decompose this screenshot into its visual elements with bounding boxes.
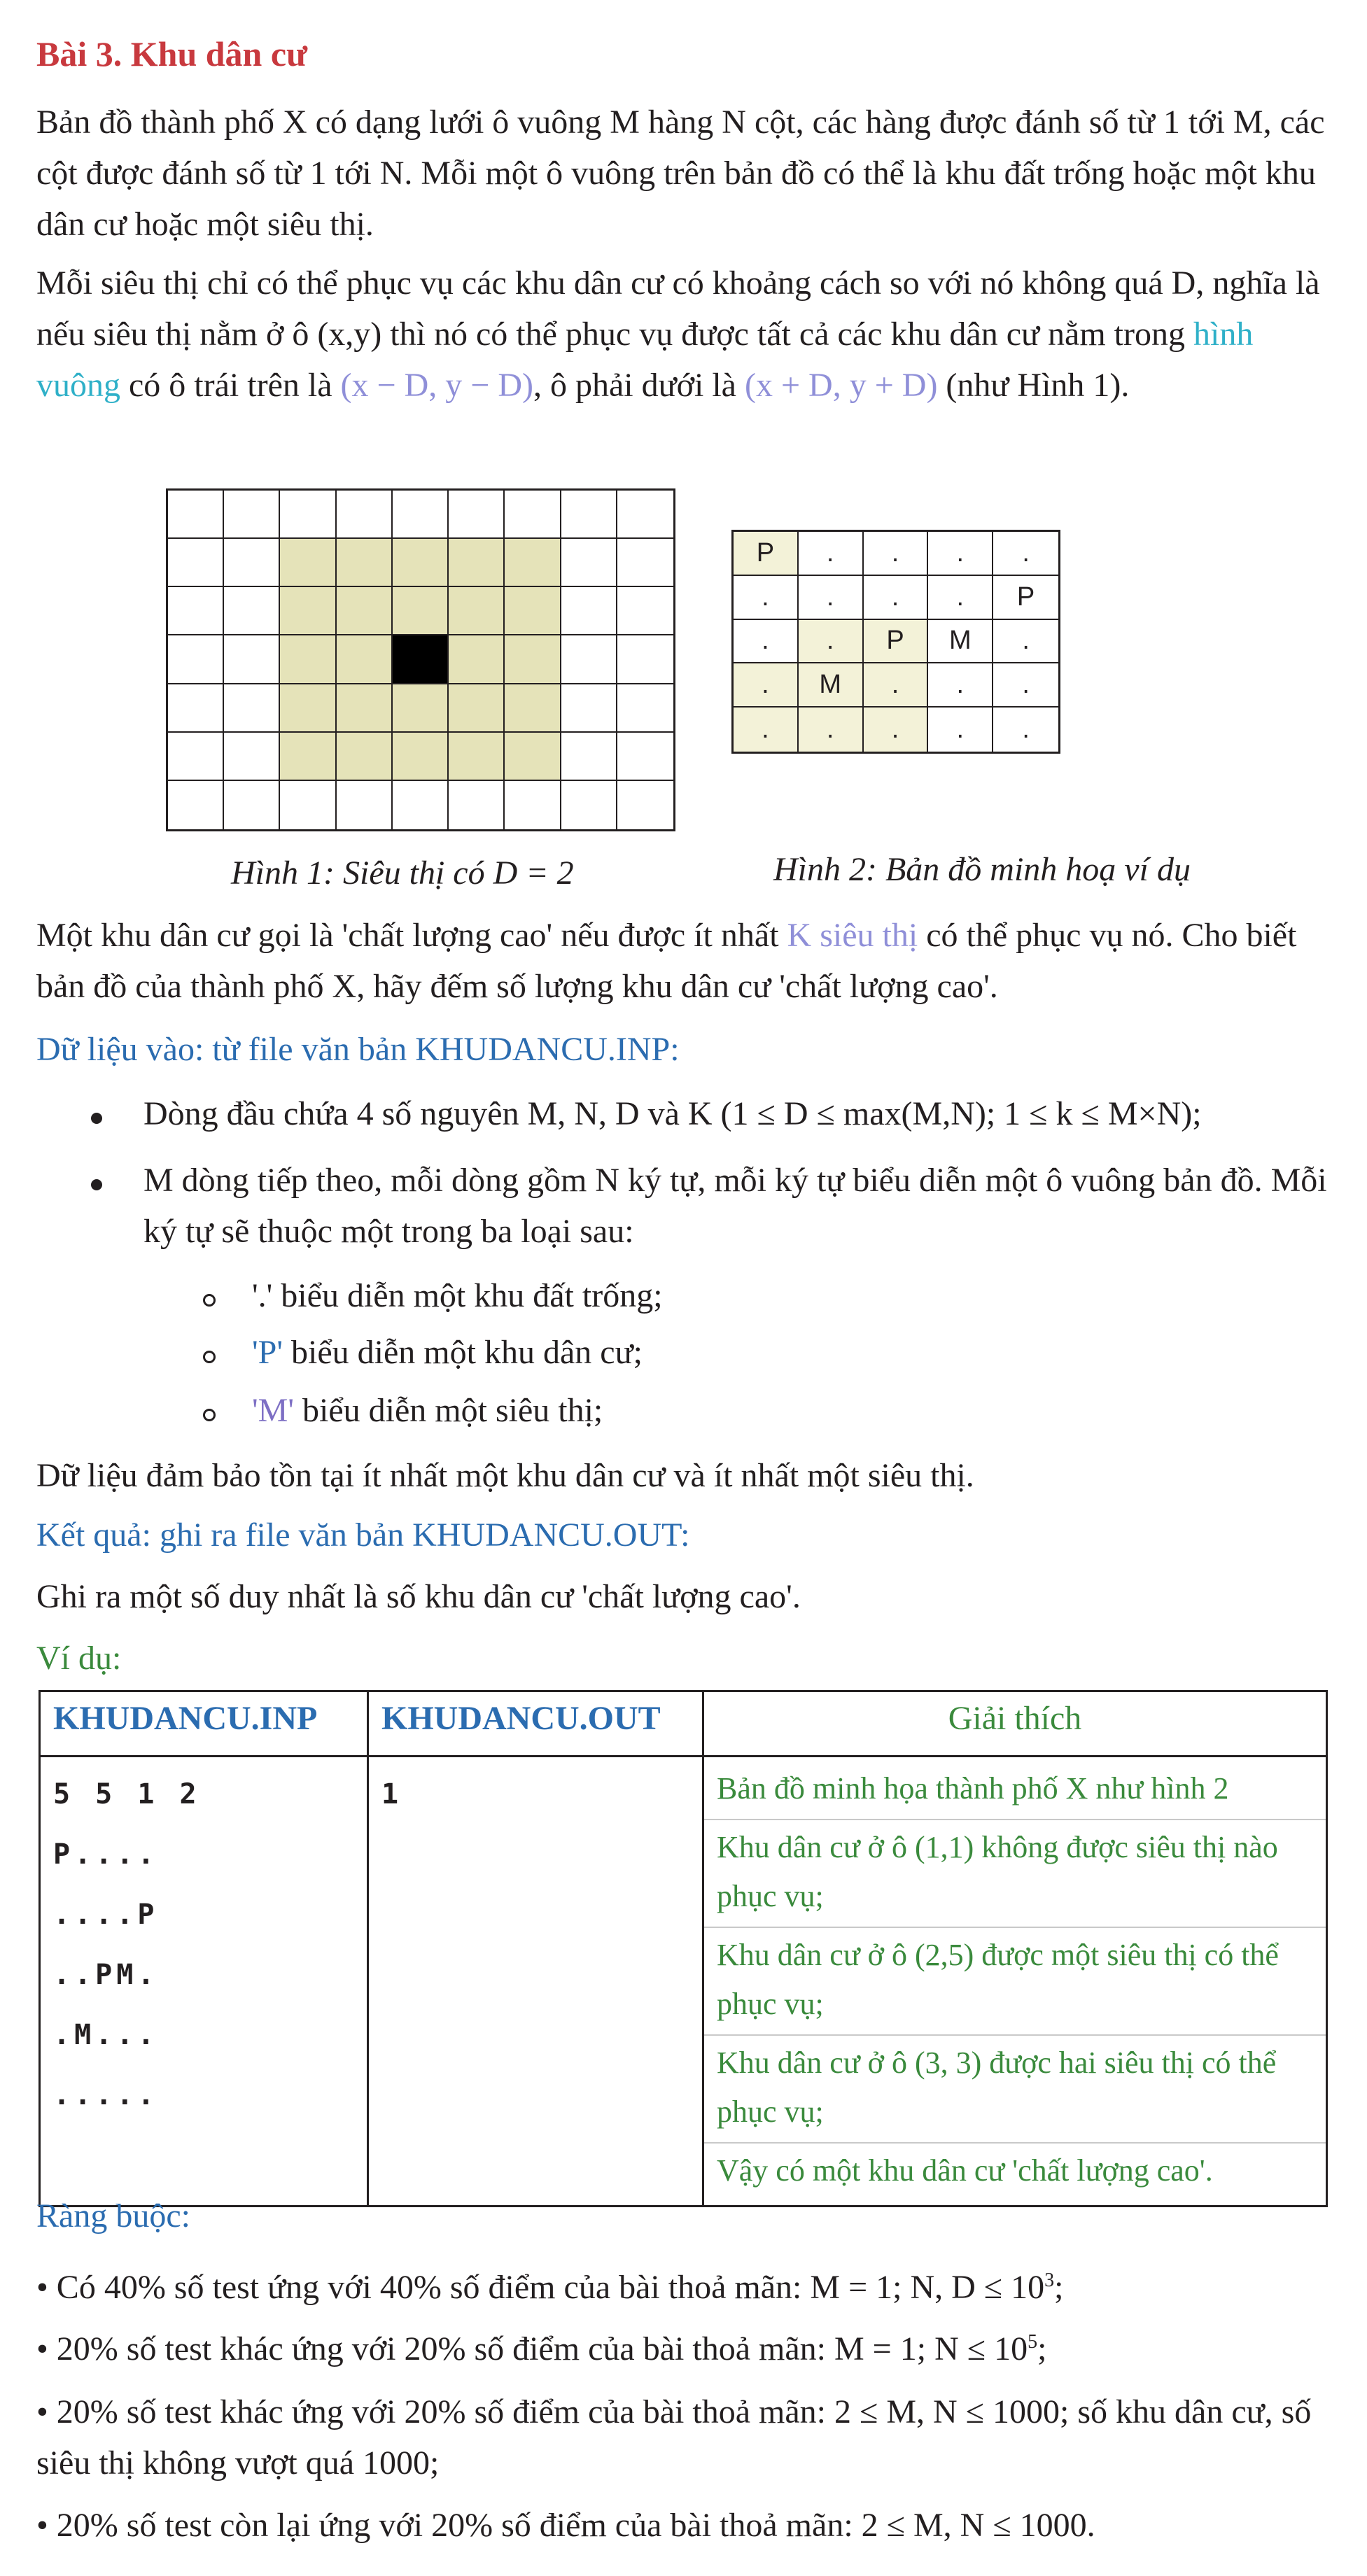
map-cell: . — [864, 663, 929, 708]
grid-cell — [224, 491, 280, 539]
served-cell — [505, 684, 561, 733]
served-cell — [505, 539, 561, 587]
grid-cell — [337, 781, 393, 829]
example-heading: Ví dụ: — [36, 1640, 122, 1677]
col-header-output: KHUDANCU.OUT — [368, 1691, 703, 1757]
bullet-dot — [91, 1113, 102, 1124]
grid-cell — [224, 539, 280, 587]
output-value: 1 — [381, 1778, 403, 1810]
constraint-3: • 20% số test khác ứng với 20% số điểm của bài thoả mãn: 2 ≤ M, N ≤ 1000; số khu dân cư, số siêu thị không vượt quá 1000; — [36, 2393, 1312, 2482]
grid-cell — [393, 781, 449, 829]
map-cell: . — [993, 532, 1058, 576]
figure1-grid — [166, 488, 675, 831]
served-cell — [337, 539, 393, 587]
grid-cell — [168, 635, 224, 684]
map-cell: . — [734, 663, 799, 708]
input-line: P.... — [53, 1838, 159, 1871]
grid-cell — [224, 587, 280, 635]
grid-cell — [393, 491, 449, 539]
explain-line: Bản đồ minh họa thành phố X như hình 2 — [704, 1761, 1326, 1820]
map-cell: . — [864, 708, 929, 752]
grid-cell — [617, 781, 673, 829]
input-bullet-1: Dòng đầu chứa 4 số nguyên M, N, D và K (1 ≤ D ≤ max(M,N); 1 ≤ k ≤ M×N); — [143, 1095, 1202, 1132]
grid-cell — [561, 781, 617, 829]
input-line: 5 5 1 2 — [53, 1778, 201, 1810]
served-cell — [393, 587, 449, 635]
served-cell — [280, 635, 336, 684]
grid-cell — [224, 635, 280, 684]
map-cell: . — [734, 708, 799, 752]
constraints-heading: Ràng buộc: — [36, 2197, 190, 2234]
map-cell: . — [928, 708, 993, 752]
served-cell — [505, 733, 561, 781]
grid-cell — [617, 635, 673, 684]
map-cell: M — [799, 663, 864, 708]
input-heading: Dữ liệu vào: từ file văn bản KHUDANCU.INP: — [36, 1031, 680, 1068]
grid-cell — [561, 539, 617, 587]
map-cell: . — [799, 576, 864, 620]
sub-bullet-circle — [203, 1351, 216, 1363]
col-header-explain: Giải thích — [703, 1691, 1327, 1757]
example-table — [38, 1690, 1328, 2207]
square-term: hình vuông — [36, 316, 1254, 404]
constraint-2: • 20% số test khác ứng với 20% số điểm của bài thoả mãn: M = 1; $N \le 10^5$; — [36, 2330, 1047, 2367]
map-cell: . — [799, 708, 864, 752]
definition-paragraph: Một khu dân cư gọi là 'chất lượng cao' nếu được ít nhất K siêu thị có thể phục vụ nó. Cho biết bản đồ của thành phố X, hãy đếm số lượng khu dân cư 'chất lượng cao'. — [36, 917, 1297, 1005]
grid-cell — [617, 684, 673, 733]
map-cell: . — [993, 663, 1058, 708]
grid-cell — [561, 733, 617, 781]
grid-cell — [224, 733, 280, 781]
top-left-coord: (x − D, y − D) — [340, 367, 533, 404]
map-cell: . — [864, 576, 929, 620]
bullet-dot — [91, 1179, 102, 1190]
grid-cell — [224, 684, 280, 733]
served-cell — [280, 684, 336, 733]
served-cell — [449, 684, 505, 733]
served-cell — [449, 587, 505, 635]
grid-cell — [168, 733, 224, 781]
col-header-input: KHUDANCU.INP — [40, 1691, 368, 1757]
input-line: ..... — [53, 2079, 159, 2111]
sub-bullet-circle — [203, 1294, 216, 1307]
input-bullet-2: M dòng tiếp theo, mỗi dòng gồm N ký tự, mỗi ký tự biểu diễn một ô vuông bản đồ. Mỗi ký tự sẽ thuộc một trong ba loại sau: — [143, 1162, 1327, 1250]
sub-bullet-circle — [203, 1409, 216, 1421]
grid-cell — [505, 781, 561, 829]
input-line: ....P — [53, 1899, 159, 1931]
map-cell: . — [734, 620, 799, 664]
map-cell: . — [799, 532, 864, 576]
served-cell — [449, 539, 505, 587]
figure2-caption: Hình 2: Bản đồ minh hoạ ví dụ — [773, 851, 1191, 888]
grid-cell — [168, 781, 224, 829]
constraint-4: • 20% số test còn lại ứng với 20% số điểm của bài thoả mãn: 2 ≤ M, N ≤ 1000. — [36, 2507, 1095, 2544]
intro-paragraph-1: Bản đồ thành phố X có dạng lưới ô vuông M hàng N cột, các hàng được đánh số từ 1 tới M, các cột được đánh số từ 1 tới N. Mỗi một ô vuông trên bản đồ có thể là khu đất trống hoặc một khu dân cư hoặc một siêu thị. — [36, 104, 1325, 243]
sub-item-resident: 'P' biểu diễn một khu dân cư; — [252, 1334, 643, 1371]
output-text: Ghi ra một số duy nhất là số khu dân cư 'chất lượng cao'. — [36, 1578, 801, 1615]
grid-cell — [505, 491, 561, 539]
grid-cell — [168, 684, 224, 733]
grid-cell — [561, 635, 617, 684]
grid-cell — [280, 491, 336, 539]
bottom-right-coord: (x + D, y + D) — [744, 367, 938, 404]
output-cell — [368, 1757, 703, 2207]
map-cell: P — [864, 620, 929, 664]
served-cell — [393, 733, 449, 781]
k-term: K siêu thị — [787, 917, 918, 954]
grid-cell — [449, 491, 505, 539]
grid-cell — [617, 733, 673, 781]
grid-cell — [449, 781, 505, 829]
grid-cell — [617, 539, 673, 587]
served-cell — [337, 635, 393, 684]
map-cell: . — [734, 576, 799, 620]
grid-cell — [168, 539, 224, 587]
grid-cell — [617, 491, 673, 539]
input-line: ..PM. — [53, 1959, 159, 1991]
grid-cell — [168, 491, 224, 539]
grid-cell — [561, 684, 617, 733]
intro-paragraph-2: Mỗi siêu thị chỉ có thể phục vụ các khu dân cư có khoảng cách so với nó không quá D, nghĩa là nếu siêu thị nằm ở ô (x,y) thì nó có thể phục vụ được tất cả các khu dân cư nằm trong hình vuông có ô trái trên là (x − D, y − D), ô phải dưới là (x + D, y + D) (như Hình 1). — [36, 265, 1320, 404]
map-cell: . — [928, 663, 993, 708]
served-cell — [449, 635, 505, 684]
grid-cell — [561, 491, 617, 539]
explain-line: Khu dân cư ở ô (3, 3) được hai siêu thị có thể phục vụ; — [704, 2036, 1326, 2144]
grid-cell — [561, 587, 617, 635]
map-cell: . — [928, 576, 993, 620]
sub-item-empty: '.' biểu diễn một khu đất trống; — [252, 1277, 663, 1314]
explain-cell — [703, 1757, 1327, 2207]
sub-item-market: 'M' biểu diễn một siêu thị; — [252, 1392, 603, 1429]
map-cell: M — [928, 620, 993, 664]
served-cell — [505, 587, 561, 635]
served-cell — [337, 684, 393, 733]
input-cell — [40, 1757, 368, 2207]
output-heading: Kết quả: ghi ra file văn bản KHUDANCU.OUT: — [36, 1516, 690, 1554]
grid-cell — [168, 587, 224, 635]
map-cell: . — [1022, 715, 1030, 745]
grid-cell — [617, 587, 673, 635]
map-cell: P — [993, 576, 1058, 620]
grid-cell — [337, 491, 393, 539]
served-cell — [280, 539, 336, 587]
grid-cell — [280, 781, 336, 829]
explain-line: Khu dân cư ở ô (2,5) được một siêu thị có thể phục vụ; — [704, 1928, 1326, 2036]
served-cell — [449, 733, 505, 781]
figure2-grid — [731, 530, 1060, 754]
guarantee-text: Dữ liệu đảm bảo tồn tại ít nhất một khu dân cư và ít nhất một siêu thị. — [36, 1457, 974, 1494]
served-cell — [337, 587, 393, 635]
figure1-caption: Hình 1: Siêu thị có D = 2 — [231, 854, 574, 892]
served-cell — [505, 635, 561, 684]
grid-cell — [224, 781, 280, 829]
map-cell: . — [993, 620, 1058, 664]
served-cell — [337, 733, 393, 781]
explain-line: Vậy có một khu dân cư 'chất lượng cao'. — [717, 2153, 1213, 2188]
supermarket-cell — [393, 635, 449, 684]
map-cell: P — [734, 532, 799, 576]
served-cell — [280, 587, 336, 635]
served-cell — [393, 539, 449, 587]
problem-title: Bài 3. Khu dân cư — [36, 34, 308, 73]
map-cell: . — [928, 532, 993, 576]
constraint-1: • Có 40% số test ứng với 40% số điểm của bài thoả mãn: M = 1; N, $D \le 10^3$; — [36, 2269, 1064, 2306]
served-cell — [280, 733, 336, 781]
input-line: .M... — [53, 2019, 159, 2051]
map-cell: . — [864, 532, 929, 576]
served-cell — [393, 684, 449, 733]
explain-line: Khu dân cư ở ô (1,1) không được siêu thị nào phục vụ; — [704, 1820, 1326, 1928]
map-cell: . — [799, 620, 864, 664]
